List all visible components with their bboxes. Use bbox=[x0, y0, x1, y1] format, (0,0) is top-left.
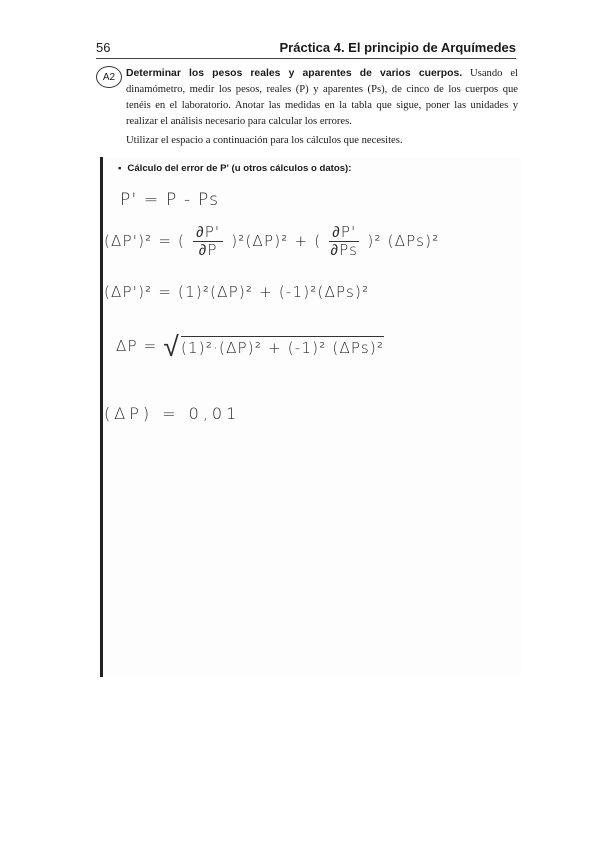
radical-icon: √ bbox=[163, 330, 180, 363]
partial-denominator: ∂Ps bbox=[330, 241, 359, 259]
partial-numerator: ∂P' bbox=[193, 224, 223, 242]
eq2-lhs: (ΔP')² = ( bbox=[104, 232, 186, 250]
page-header bbox=[96, 40, 516, 59]
activity-instruction: Utilizar el espacio a continuación para los cálculos que necesites. bbox=[126, 135, 403, 146]
partial-numerator: ∂P' bbox=[329, 224, 359, 242]
activity-badge: A2 bbox=[96, 66, 122, 88]
partial-denominator: ∂P bbox=[198, 241, 218, 259]
page-number: 56 bbox=[96, 40, 111, 55]
partial-fraction-ps bbox=[329, 224, 359, 259]
eq2-mid: )²(ΔP)² + ( bbox=[231, 232, 322, 250]
equation-definition: P' = P - Ps bbox=[120, 190, 220, 210]
equation-propagation bbox=[104, 224, 439, 259]
activity-body: Usando el dinamómetro, medir los pesos, reales (P) y aparentes (Ps), de cinco de los cuerpos que tenéis en el laboratorio. Anotar las medidas en la tabla que sigue, poner las unidades y realizar el análisis necesario para calcular los errores. bbox=[126, 68, 518, 127]
equation-root bbox=[116, 330, 384, 363]
activity-lead: Determinar los pesos reales y aparentes de varios cuerpos. bbox=[126, 68, 463, 79]
equation-substituted: (ΔP')² = (1)²(ΔP)² + (-1)²(ΔPs)² bbox=[104, 283, 370, 301]
equation-result: (ΔP) = 0,01 bbox=[104, 404, 241, 423]
partial-fraction-p bbox=[193, 224, 223, 259]
square-root bbox=[163, 330, 384, 363]
section-label-text: Cálculo del error de P' (u otros cálculos o datos): bbox=[127, 163, 352, 174]
eq4-lhs: ΔP = bbox=[116, 337, 158, 355]
bullet-icon: ▪ bbox=[118, 163, 122, 174]
eq2-rhs: )² (ΔPs)² bbox=[367, 232, 440, 250]
radicand: (1)²·(ΔP)² + (-1)² (ΔPs)² bbox=[181, 336, 384, 357]
activity-text bbox=[126, 66, 518, 130]
section-label bbox=[118, 163, 351, 174]
chapter-title: Práctica 4. El principio de Arquímedes bbox=[279, 40, 516, 55]
